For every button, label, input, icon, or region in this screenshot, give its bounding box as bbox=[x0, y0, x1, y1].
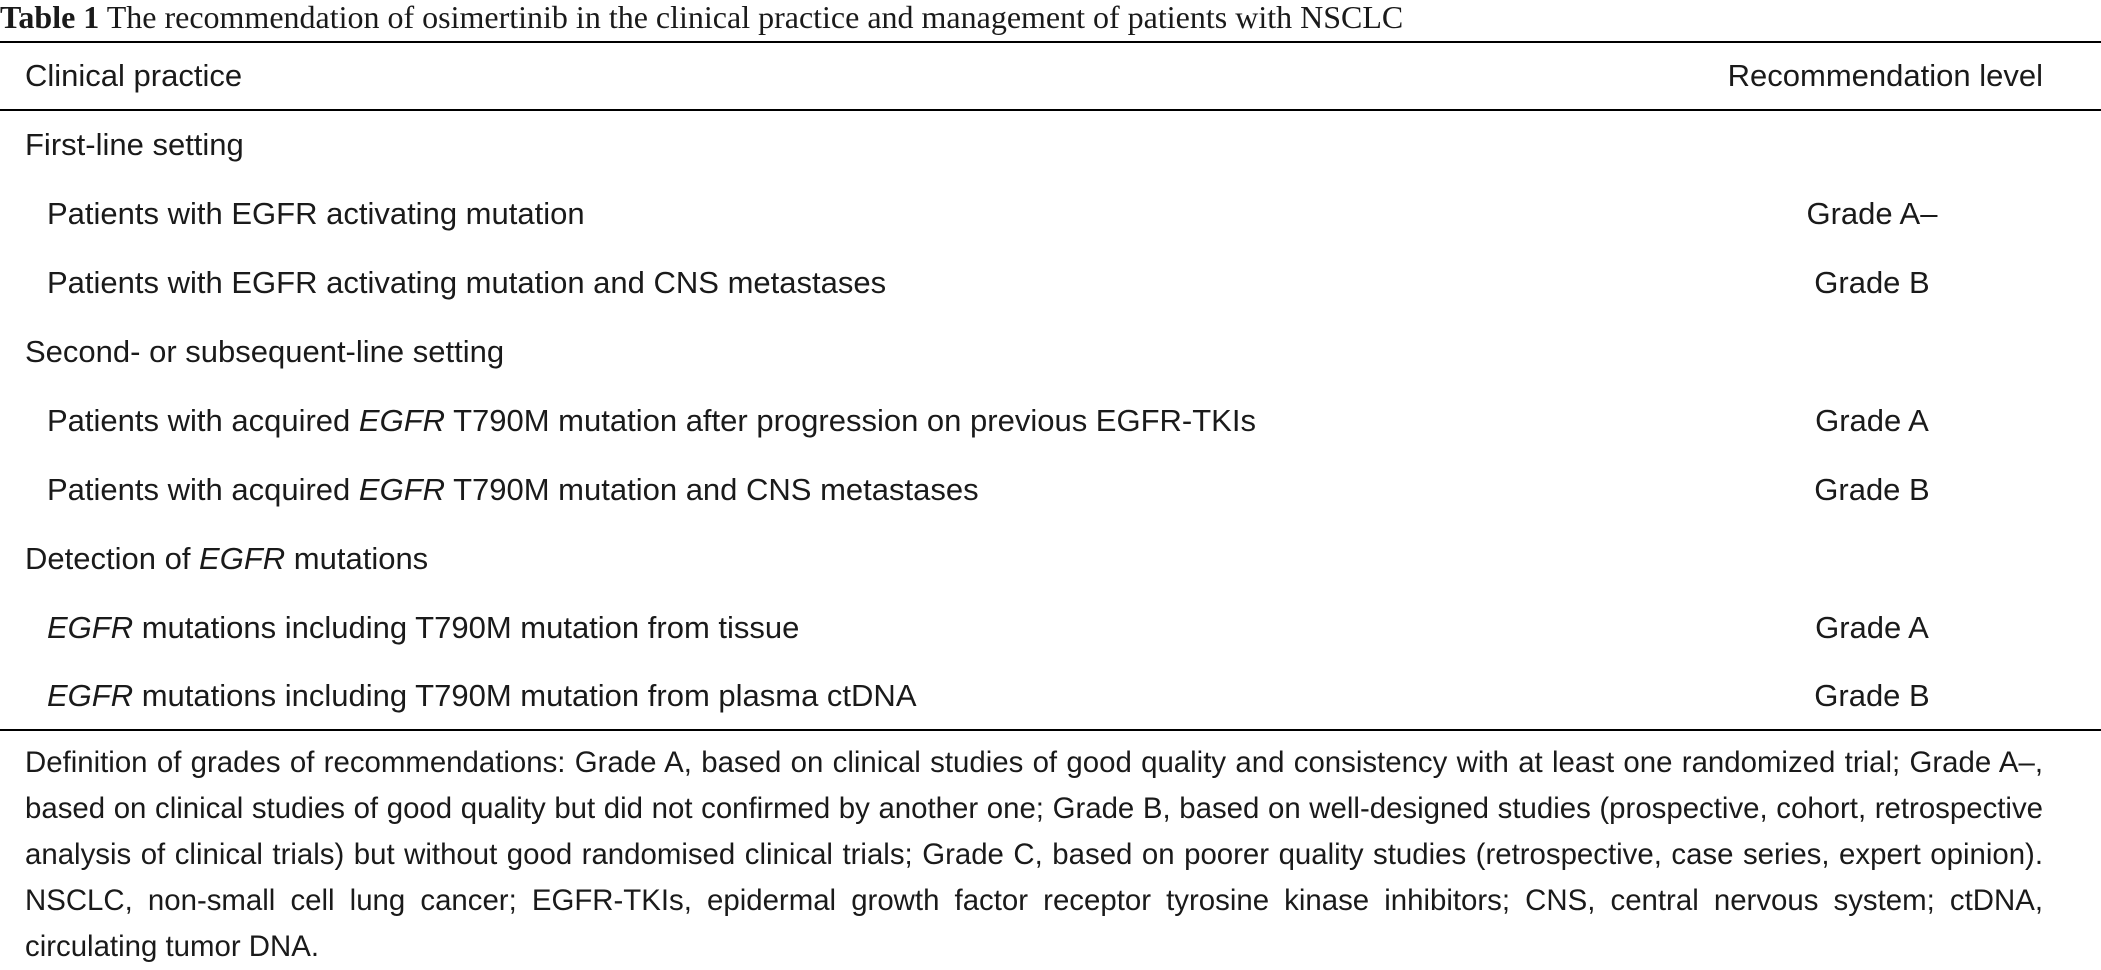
row-grade: Grade B bbox=[1814, 678, 1930, 713]
row-egfr-activating-cns: Patients with EGFR activating mutation and CNS metastases bbox=[47, 265, 887, 300]
row-t790m-cns: Patients with acquired EGFR T790M mutation and CNS metastases bbox=[47, 472, 979, 507]
table-header-rule bbox=[0, 109, 2101, 111]
row-egfr-plasma: EGFR mutations including T790M mutation from plasma ctDNA bbox=[47, 678, 917, 713]
row-detection-egfr: Detection of EGFR mutations bbox=[25, 541, 429, 576]
row-grade: Grade A bbox=[1815, 403, 1929, 438]
header-recommendation-level: Recommendation level bbox=[1727, 58, 2043, 93]
table-caption-text: The recommendation of osimertinib in the clinical practice and management of patients with NSCLC bbox=[99, 0, 1404, 35]
table-footnote: Definition of grades of recommendations: Grade A, based on clinical studies of good quality and consistency with at least one randomized trial; Grade A–, based on clinical studies of good quality but did not confirmed by another one; Grade B, based on well-designed studies (prospective, cohort, retrospective analysis of clinical trials) but without good randomised clinical trials; Grade C, based on poorer quality studies (retrospective, case series, expert opinion). NSCLC, non-small cell lung cancer; EGFR-TKIs, epidermal growth factor receptor tyrosine kinase inhibitors; CNS, central nervous system; ctDNA, circulating tumor DNA. bbox=[25, 746, 2043, 963]
header-clinical-practice: Clinical practice bbox=[25, 58, 243, 93]
row-grade: Grade B bbox=[1814, 472, 1930, 507]
row-t790m-after-progression: Patients with acquired EGFR T790M mutation after progression on previous EGFR-TKIs bbox=[47, 403, 1256, 438]
table-caption bbox=[0, 0, 1403, 40]
row-second-line-setting: Second- or subsequent-line setting bbox=[25, 334, 505, 369]
row-grade: Grade A– bbox=[1806, 196, 1938, 231]
table-top-rule bbox=[0, 41, 2101, 43]
row-egfr-activating-mutation: Patients with EGFR activating mutation bbox=[47, 196, 585, 231]
row-first-line-setting: First-line setting bbox=[25, 127, 244, 162]
row-grade: Grade B bbox=[1814, 265, 1930, 300]
table-caption-label: Table 1 bbox=[0, 0, 100, 35]
row-egfr-tissue: EGFR mutations including T790M mutation from tissue bbox=[47, 610, 800, 645]
table-bottom-rule bbox=[0, 729, 2101, 731]
row-grade: Grade A bbox=[1815, 610, 1929, 645]
